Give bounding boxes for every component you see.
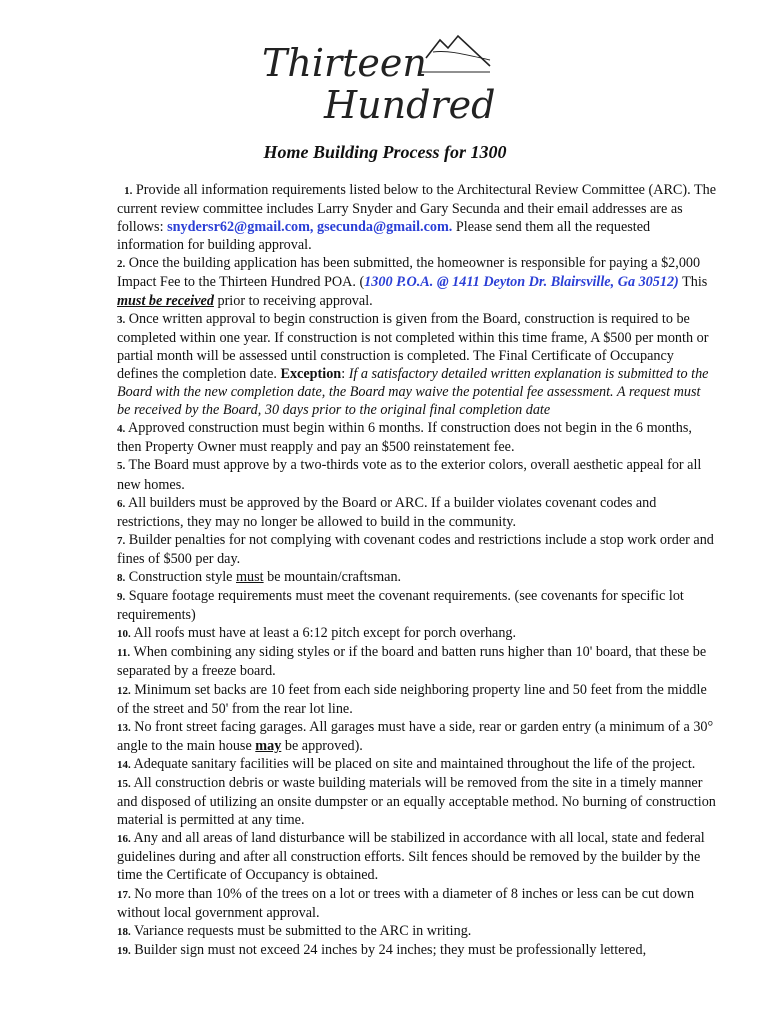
list-item-18: [117, 922, 717, 941]
item-text-cont: This: [678, 274, 708, 291]
list-item-2: [117, 254, 717, 309]
item-text: All construction debris or waste building materials will be removed from the site in a timely manner and disposed of utilizing an onsite dumpster or an equally acceptable method. No burning of construction material is permitted at any time.: [117, 775, 716, 829]
item-number: 7.: [117, 534, 126, 547]
list-item-14: [117, 755, 717, 774]
may-underlined: may: [255, 737, 282, 754]
list-item-3: [117, 310, 717, 420]
exception-label: Exception: [280, 365, 342, 382]
item-text-cont: be mountain/craftsman.: [263, 568, 402, 585]
item-number: 18.: [117, 925, 131, 938]
item-text: When combining any siding styles or if the board and batten runs higher than 10' board, that these be separated by a freeze board.: [117, 644, 707, 680]
item-text: Builder penalties for not complying with covenant codes and restrictions include a stop work order and fines of $500 per day.: [117, 531, 714, 567]
item-number: 2.: [117, 258, 126, 271]
item-number: 6.: [117, 497, 126, 510]
item-number: 14.: [117, 758, 131, 771]
list-item-17: [117, 885, 717, 922]
list-item-6: [117, 494, 717, 531]
thirteen-hundred-logo: [258, 30, 508, 130]
list-item-15: [117, 774, 717, 829]
list-item-11: [117, 643, 717, 680]
must-underlined: must: [236, 568, 264, 585]
list-item-4: [117, 419, 717, 456]
item-text: Once written approval to begin construction is given from the Board, construction is required to be completed within one year. If construction is not completed within this time frame, A $500 per month or partial month will be assessed until construction is completed. The Final Certificate of Occupancy defines the completion date.: [117, 310, 709, 382]
document-title: Home Building Process for 1300: [263, 142, 507, 162]
item-text: Once the building application has been submitted, the homeowner is responsible for paying a $2,000 Impact Fee to the Thirteen Hundred POA. (: [117, 255, 701, 291]
logo-word-hundred: Hundred: [324, 83, 496, 127]
item-text: No more than 10% of the trees on a lot or trees with a diameter of 8 inches or less can be cut down without local government approval.: [117, 885, 695, 921]
item-text: Construction style: [125, 568, 236, 585]
item-text: Variance requests must be submitted to the ARC in writing.: [130, 922, 472, 939]
item-number: 1.: [124, 185, 133, 197]
item-text: No front street facing garages. All garages must have a side, rear or garden entry (a minimum of a 30° angle to the main house: [117, 718, 714, 754]
process-list: [117, 181, 717, 960]
item-number: 3.: [117, 313, 126, 326]
list-item-9: [117, 587, 717, 624]
item-text: Square footage requirements must meet the covenant requirements. (see covenants for specific lot requirements): [117, 588, 684, 624]
mountain-icon: [426, 36, 490, 66]
item-number: 8.: [117, 571, 126, 584]
item-text-end: prior to receiving approval.: [213, 292, 373, 309]
item-number: 13.: [117, 721, 131, 734]
logo-word-thirteen: Thirteen: [262, 41, 427, 85]
item-number: 16.: [117, 833, 131, 846]
list-item-13: [117, 718, 717, 755]
must-be-received: must be received: [117, 292, 214, 309]
list-item-16: [117, 829, 717, 884]
item-text: Provide all information requirements listed below to the Architectural Review Committee (ARC). The current review committee includes Larry Snyder and Gary Secunda and their email addresses are as follows:: [117, 182, 716, 236]
item-text: All builders must be approved by the Board or ARC. If a builder violates covenant codes and restrictions, they may no longer be allowed to build in the community.: [117, 494, 657, 530]
item-number: 5.: [117, 460, 126, 473]
exception-text: If a satisfactory detailed written explanation is submitted to the Board with the new completion date, the Board may waive the potential fee assessment. A request must be received by the Board, 30 days prior to the original final completion date: [117, 365, 709, 419]
item-text: All roofs must have at least a 6:12 pitch except for porch overhang.: [130, 625, 517, 642]
item-text: The Board must approve by a two-thirds vote as to the exterior colors, overall aesthetic appeal for all new homes.: [117, 457, 702, 493]
email-addresses: snydersr62@gmail.com, gsecunda@gmail.com.: [167, 219, 453, 236]
item-text: Approved construction must begin within 6 months. If construction does not begin in the 6 months, then Property Owner must reapply and pay an $500 reinstatement fee.: [117, 420, 692, 456]
poa-address: 1300 P.O.A. @ 1411 Deyton Dr. Blairsville, Ga 30512): [364, 274, 679, 291]
list-item-1: [117, 181, 717, 254]
exception-colon: :: [341, 365, 349, 382]
list-item-10: [117, 624, 717, 643]
item-number: 17.: [117, 888, 131, 901]
item-number: 19.: [117, 944, 131, 957]
item-text: Any and all areas of land disturbance will be stabilized in accordance with all local, state and federal guidelines during and after all construction efforts. Silt fences should be removed by the builder by the time the Certificate of Occupancy is obtained.: [117, 830, 705, 884]
list-item-12: [117, 681, 717, 718]
item-number: 11.: [117, 647, 131, 660]
item-text-cont: be approved).: [281, 737, 363, 754]
item-text: Minimum set backs are 10 feet from each side neighboring property line and 50 feet from the middle of the street and 50' from the rear lot line.: [117, 681, 707, 717]
item-number: 12.: [117, 684, 131, 697]
list-item-8: [117, 568, 717, 587]
list-item-19: [117, 941, 717, 960]
item-text: Adequate sanitary facilities will be placed on site and maintained throughout the life of the project.: [130, 755, 696, 772]
item-number: 9.: [117, 591, 126, 604]
list-item-7: [117, 531, 717, 568]
item-number: 4.: [117, 423, 126, 436]
item-number: 10.: [117, 628, 131, 641]
item-text-cont: Please send them all the requested information for building approval.: [117, 219, 651, 254]
list-item-5: [117, 456, 717, 493]
item-text: Builder sign must not exceed 24 inches by 24 inches; they must be professionally lettered,: [130, 941, 647, 958]
item-number: 15.: [117, 778, 131, 790]
